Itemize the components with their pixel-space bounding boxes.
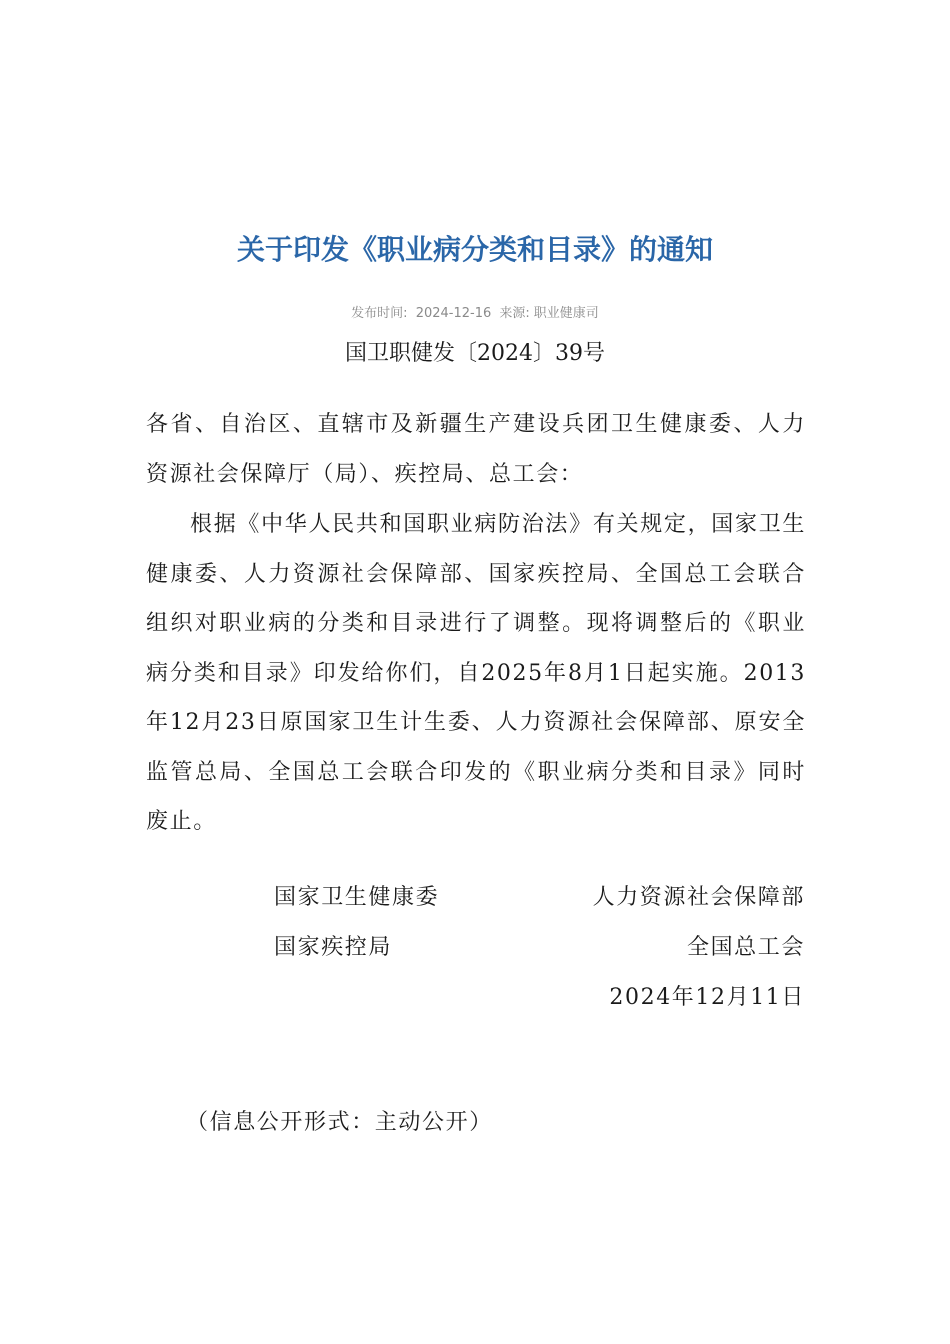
document-number: 国卫职健发〔2024〕39号: [345, 341, 605, 366]
publish-date: 2024-12-16: [415, 306, 492, 321]
signature-issuer-ndcpa: 国家疾控局: [274, 935, 393, 960]
source-label: 来源:: [499, 306, 530, 321]
signature-issuer-mohrss: 人力资源社会保障部: [592, 885, 805, 910]
signature-date: 2024年12月11日: [609, 985, 805, 1010]
publish-label: 发布时间:: [351, 306, 408, 321]
signature-issuer-acftu: 全国总工会: [686, 935, 805, 960]
signature-issuer-nhc: 国家卫生健康委: [274, 885, 440, 910]
body-paragraph: 根据《中华人民共和国职业病防治法》有关规定，国家卫生健康委、人力资源社会保障部、国家疾控局、全国总工会联合组织对职业病的分类和目录进行了调整。现将调整后的《职业病分类和目录》印发给你们，自2025年8月1日起实施。2013年12月23日原国家卫生计生委、人力资源社会保障部、原安全监管总局、全国总工会联合印发的《职业病分类和目录》同时废止。: [146, 512, 806, 834]
disclosure-note: （信息公开形式：主动公开）: [186, 1110, 493, 1135]
source-value: 职业健康司: [533, 306, 599, 321]
publish-meta: [0, 302, 950, 321]
addressee: 各省、自治区、直辖市及新疆生产建设兵团卫生健康委、人力资源社会保障厅（局）、疾控局、总工会：: [146, 412, 806, 487]
page-title: 关于印发《职业病分类和目录》的通知: [236, 233, 713, 266]
